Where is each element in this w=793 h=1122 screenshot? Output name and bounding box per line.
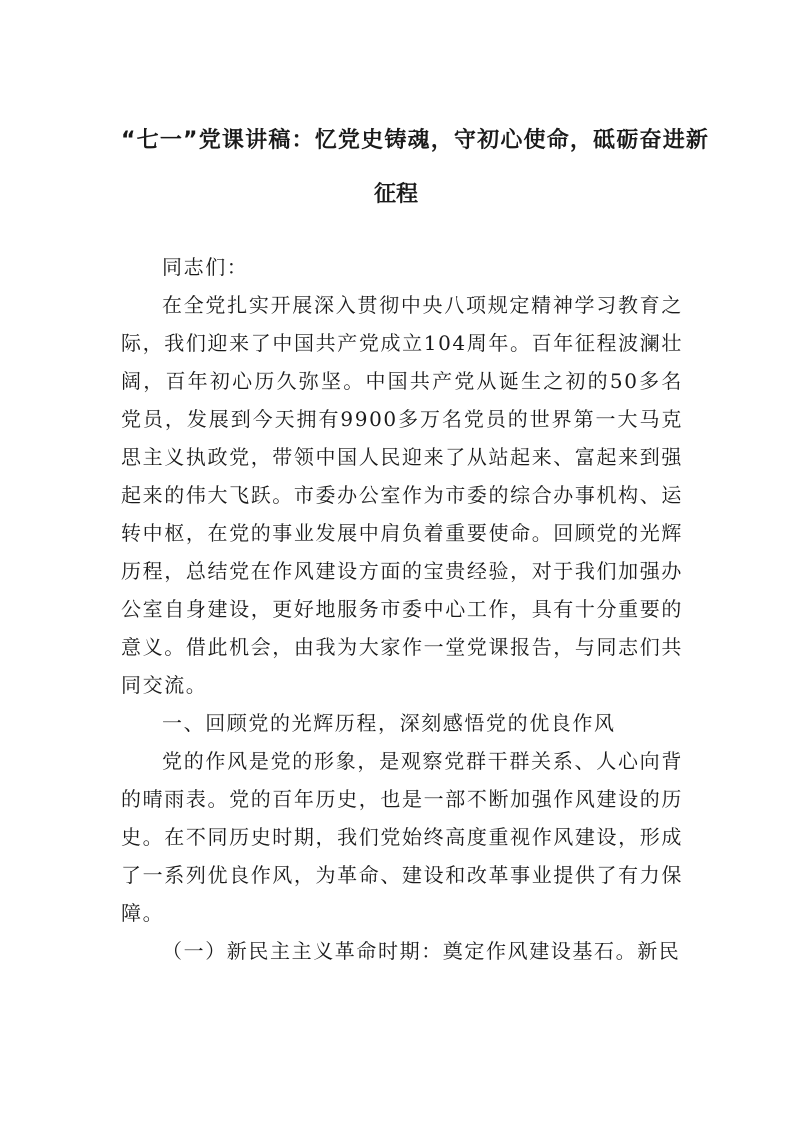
subsection-1-paragraph: （一）新民主主义革命时期：奠定作风建设基石。新民 [162, 939, 681, 963]
salutation: 同志们： [162, 255, 249, 279]
document-title-line-1: “七一”党课讲稿：忆党史铸魂，守初心使命，砥砺奋进新 [121, 128, 710, 153]
document-body [121, 248, 683, 970]
intro-paragraph: 在全党扎实开展深入贯彻中央八项规定精神学习教育之际，我们迎来了中国共产党成立104周年。百年征程波澜壮阔，百年初心历久弥坚。中国共产党从诞生之初的50多名党员，发展到今天拥有9900多万名党员的世界第一大马克思主义执政党，带领中国人民迎来了从站起来、富起来到强起来的伟大飞跃。市委办公室作为市委的综合办事机构、运转中枢，在党的事业发展中肩负着重要使命。回顾党的光辉历程，总结党在作风建设方面的宝贵经验，对于我们加强办公室自身建设，更好地服务市委中心工作，具有十分重要的意义。借此机会，由我为大家作一堂党课报告，与同志们共同交流。 [121, 293, 683, 697]
section-1-heading: 一、回顾党的光辉历程，深刻感悟党的优良作风 [162, 711, 616, 735]
document-title-line-2: 征程 [374, 182, 419, 207]
section-1-paragraph: 党的作风是党的形象，是观察党群干群关系、人心向背的晴雨表。党的百年历史，也是一部不断加强作风建设的历史。在不同历史时期，我们党始终高度重视作风建设，形成了一系列优良作风，为革命、建设和改革事业提供了有力保障。 [121, 749, 683, 925]
